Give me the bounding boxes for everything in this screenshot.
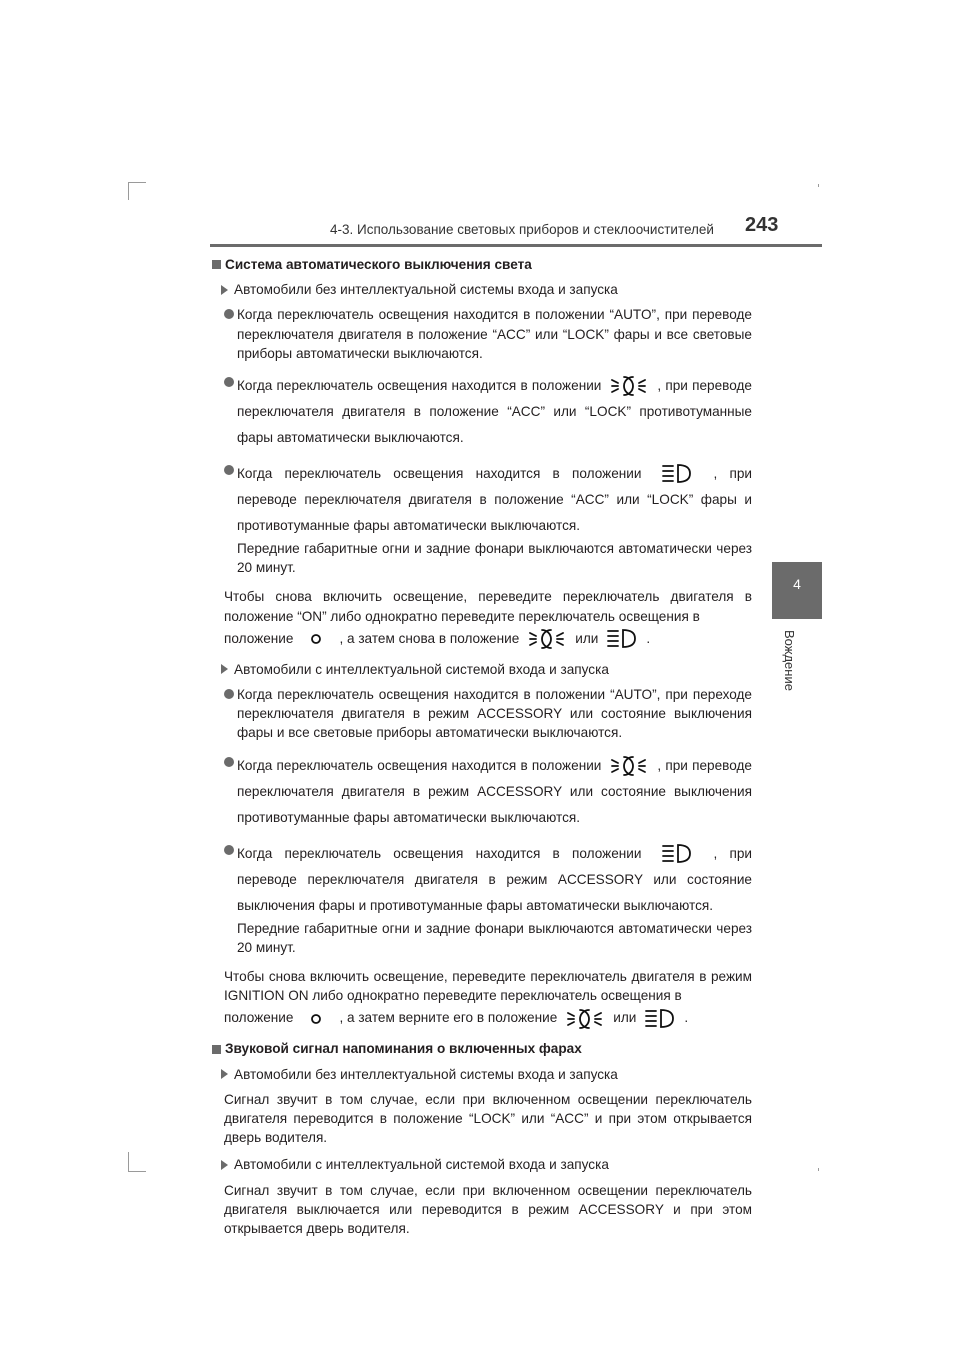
chapter-number: 4 xyxy=(793,576,801,592)
page-number: 243 xyxy=(745,214,779,236)
crop-mark xyxy=(818,184,819,187)
list-item-text: , при переводе переключателя двигателя в положение “ACC” или “LOCK” противотуманные фары автоматически выключаются. xyxy=(237,378,752,446)
list-item-text: , при переводе переключателя двигателя в режим ACCESSORY или состояние выключения противотуманные фары автоматически выключаются. xyxy=(237,757,752,825)
triangle-bullet-icon xyxy=(221,664,228,674)
list-item-note: Передние габаритные огни и задние фонари выключаются автоматически через 20 минут. xyxy=(237,920,752,955)
circle-bullet-icon xyxy=(224,377,234,387)
circle-bullet-icon xyxy=(224,309,234,319)
headlight-icon xyxy=(606,627,638,651)
headlight-icon xyxy=(644,1007,676,1031)
crop-mark xyxy=(128,1152,129,1172)
page-content xyxy=(212,255,752,1242)
paragraph xyxy=(224,587,752,651)
circle-bullet-icon xyxy=(224,465,234,475)
square-bullet-icon xyxy=(212,1045,221,1054)
paragraph-text: , а затем снова в положение xyxy=(339,630,520,646)
paragraph-text: Чтобы снова включить освещение, переведите переключатель двигателя в режим IGNITION ON либо однократно переведите переключатель освещения в xyxy=(224,969,752,1004)
paragraph-text: . xyxy=(646,630,651,646)
list-item-text: Когда переключатель освещения находится в положении xyxy=(237,845,642,861)
section-title xyxy=(212,1039,752,1058)
circle-bullet-icon xyxy=(224,845,234,855)
section-title xyxy=(212,255,752,274)
list-item-text: Когда переключатель освещения находится в положении xyxy=(237,757,602,773)
section-title-text: Система автоматического выключения света xyxy=(225,257,532,272)
section-title-text: Звуковой сигнал напоминания о включенных фарах xyxy=(225,1041,582,1057)
list-item xyxy=(212,373,752,451)
list-item-text: Когда переключатель освещения находится в положении xyxy=(237,466,642,482)
triangle-bullet-icon xyxy=(221,1069,228,1079)
list-item xyxy=(212,841,752,957)
subsection-label xyxy=(221,660,752,679)
square-bullet-icon xyxy=(212,260,221,269)
paragraph-text: или xyxy=(613,1010,637,1026)
crop-mark xyxy=(128,1171,146,1172)
tail-light-icon xyxy=(527,627,567,651)
list-item xyxy=(212,305,752,363)
paragraph-text: или xyxy=(575,630,599,646)
paragraph-text: положение xyxy=(224,630,294,646)
subsection-label xyxy=(221,280,752,299)
subsection-label-text: Автомобили с интеллектуальной системой входа и запуска xyxy=(234,1157,609,1173)
subsection-label-text: Автомобили с интеллектуальной системой входа и запуска xyxy=(234,661,609,677)
circle-bullet-icon xyxy=(224,689,234,699)
paragraph xyxy=(224,967,752,1031)
tail-light-icon xyxy=(565,1007,605,1031)
paragraph: Сигнал звучит в том случае, если при включенном освещении переключатель двигателя выключается или переводится в режим ACCESSORY и при этом открывается дверь водителя. xyxy=(224,1182,752,1237)
list-item-text: Когда переключатель освещения находится в положении “AUTO”, при переходе переключателя двигателя в режим ACCESSORY или состояние выключения фары и все световые приборы автоматически выключаются. xyxy=(237,687,752,741)
paragraph: Сигнал звучит в том случае, если при включенном освещении переключатель двигателя переводится в положение “LOCK” или “ACC” и при этом открывается дверь водителя. xyxy=(224,1091,752,1146)
headlight-icon xyxy=(661,462,693,486)
list-item-text: Когда переключатель освещения находится в положении xyxy=(237,378,602,394)
tail-light-icon xyxy=(609,754,649,778)
paragraph-text: , а затем верните его в положение xyxy=(339,1010,558,1026)
list-item-note: Передние габаритные огни и задние фонари выключаются автоматически через 20 минут. xyxy=(237,541,752,576)
subsection-label-text: Автомобили без интеллектуальной системы входа и запуска xyxy=(234,1066,618,1082)
subsection-label xyxy=(221,1155,752,1174)
triangle-bullet-icon xyxy=(221,285,228,295)
list-item xyxy=(212,753,752,831)
header-title: 4-3. Использование световых приборов и стеклоочистителей xyxy=(330,222,714,237)
triangle-bullet-icon xyxy=(221,1160,228,1170)
circle-bullet-icon xyxy=(224,757,234,767)
lights-off-icon xyxy=(309,632,323,646)
headlight-icon xyxy=(661,842,693,866)
list-item xyxy=(212,685,752,743)
subsection-label xyxy=(221,1065,752,1084)
subsection-label-text: Автомобили без интеллектуальной системы входа и запуска xyxy=(234,282,618,298)
list-item xyxy=(212,461,752,577)
paragraph-text: . xyxy=(684,1010,689,1026)
paragraph-text: положение xyxy=(224,1010,294,1026)
crop-mark xyxy=(128,182,129,200)
list-item-text: Когда переключатель освещения находится в положении “AUTO”, при переводе переключателя двигателя в положение “ACC” или “LOCK” фары и все световые приборы автоматически выключаются. xyxy=(237,307,752,361)
crop-mark xyxy=(818,1168,819,1171)
chapter-name: Вождение xyxy=(782,630,797,691)
lights-off-icon xyxy=(309,1012,323,1026)
header-divider xyxy=(210,244,822,247)
list-item-text: , при переводе переключателя двигателя в режим ACCESSORY или состояние выключения фары и противотуманные фары автоматически выключаются. xyxy=(237,845,752,913)
crop-mark xyxy=(128,182,146,183)
list-item-text: , при переводе переключателя двигателя в положение “ACC” или “LOCK” фары и противотуманные фары автоматически выключаются. xyxy=(237,466,752,534)
paragraph-text: Чтобы снова включить освещение, переведите переключатель двигателя в положение “ON” либо однократно переведите переключатель освещения в xyxy=(224,589,752,624)
tail-light-icon xyxy=(609,374,649,398)
